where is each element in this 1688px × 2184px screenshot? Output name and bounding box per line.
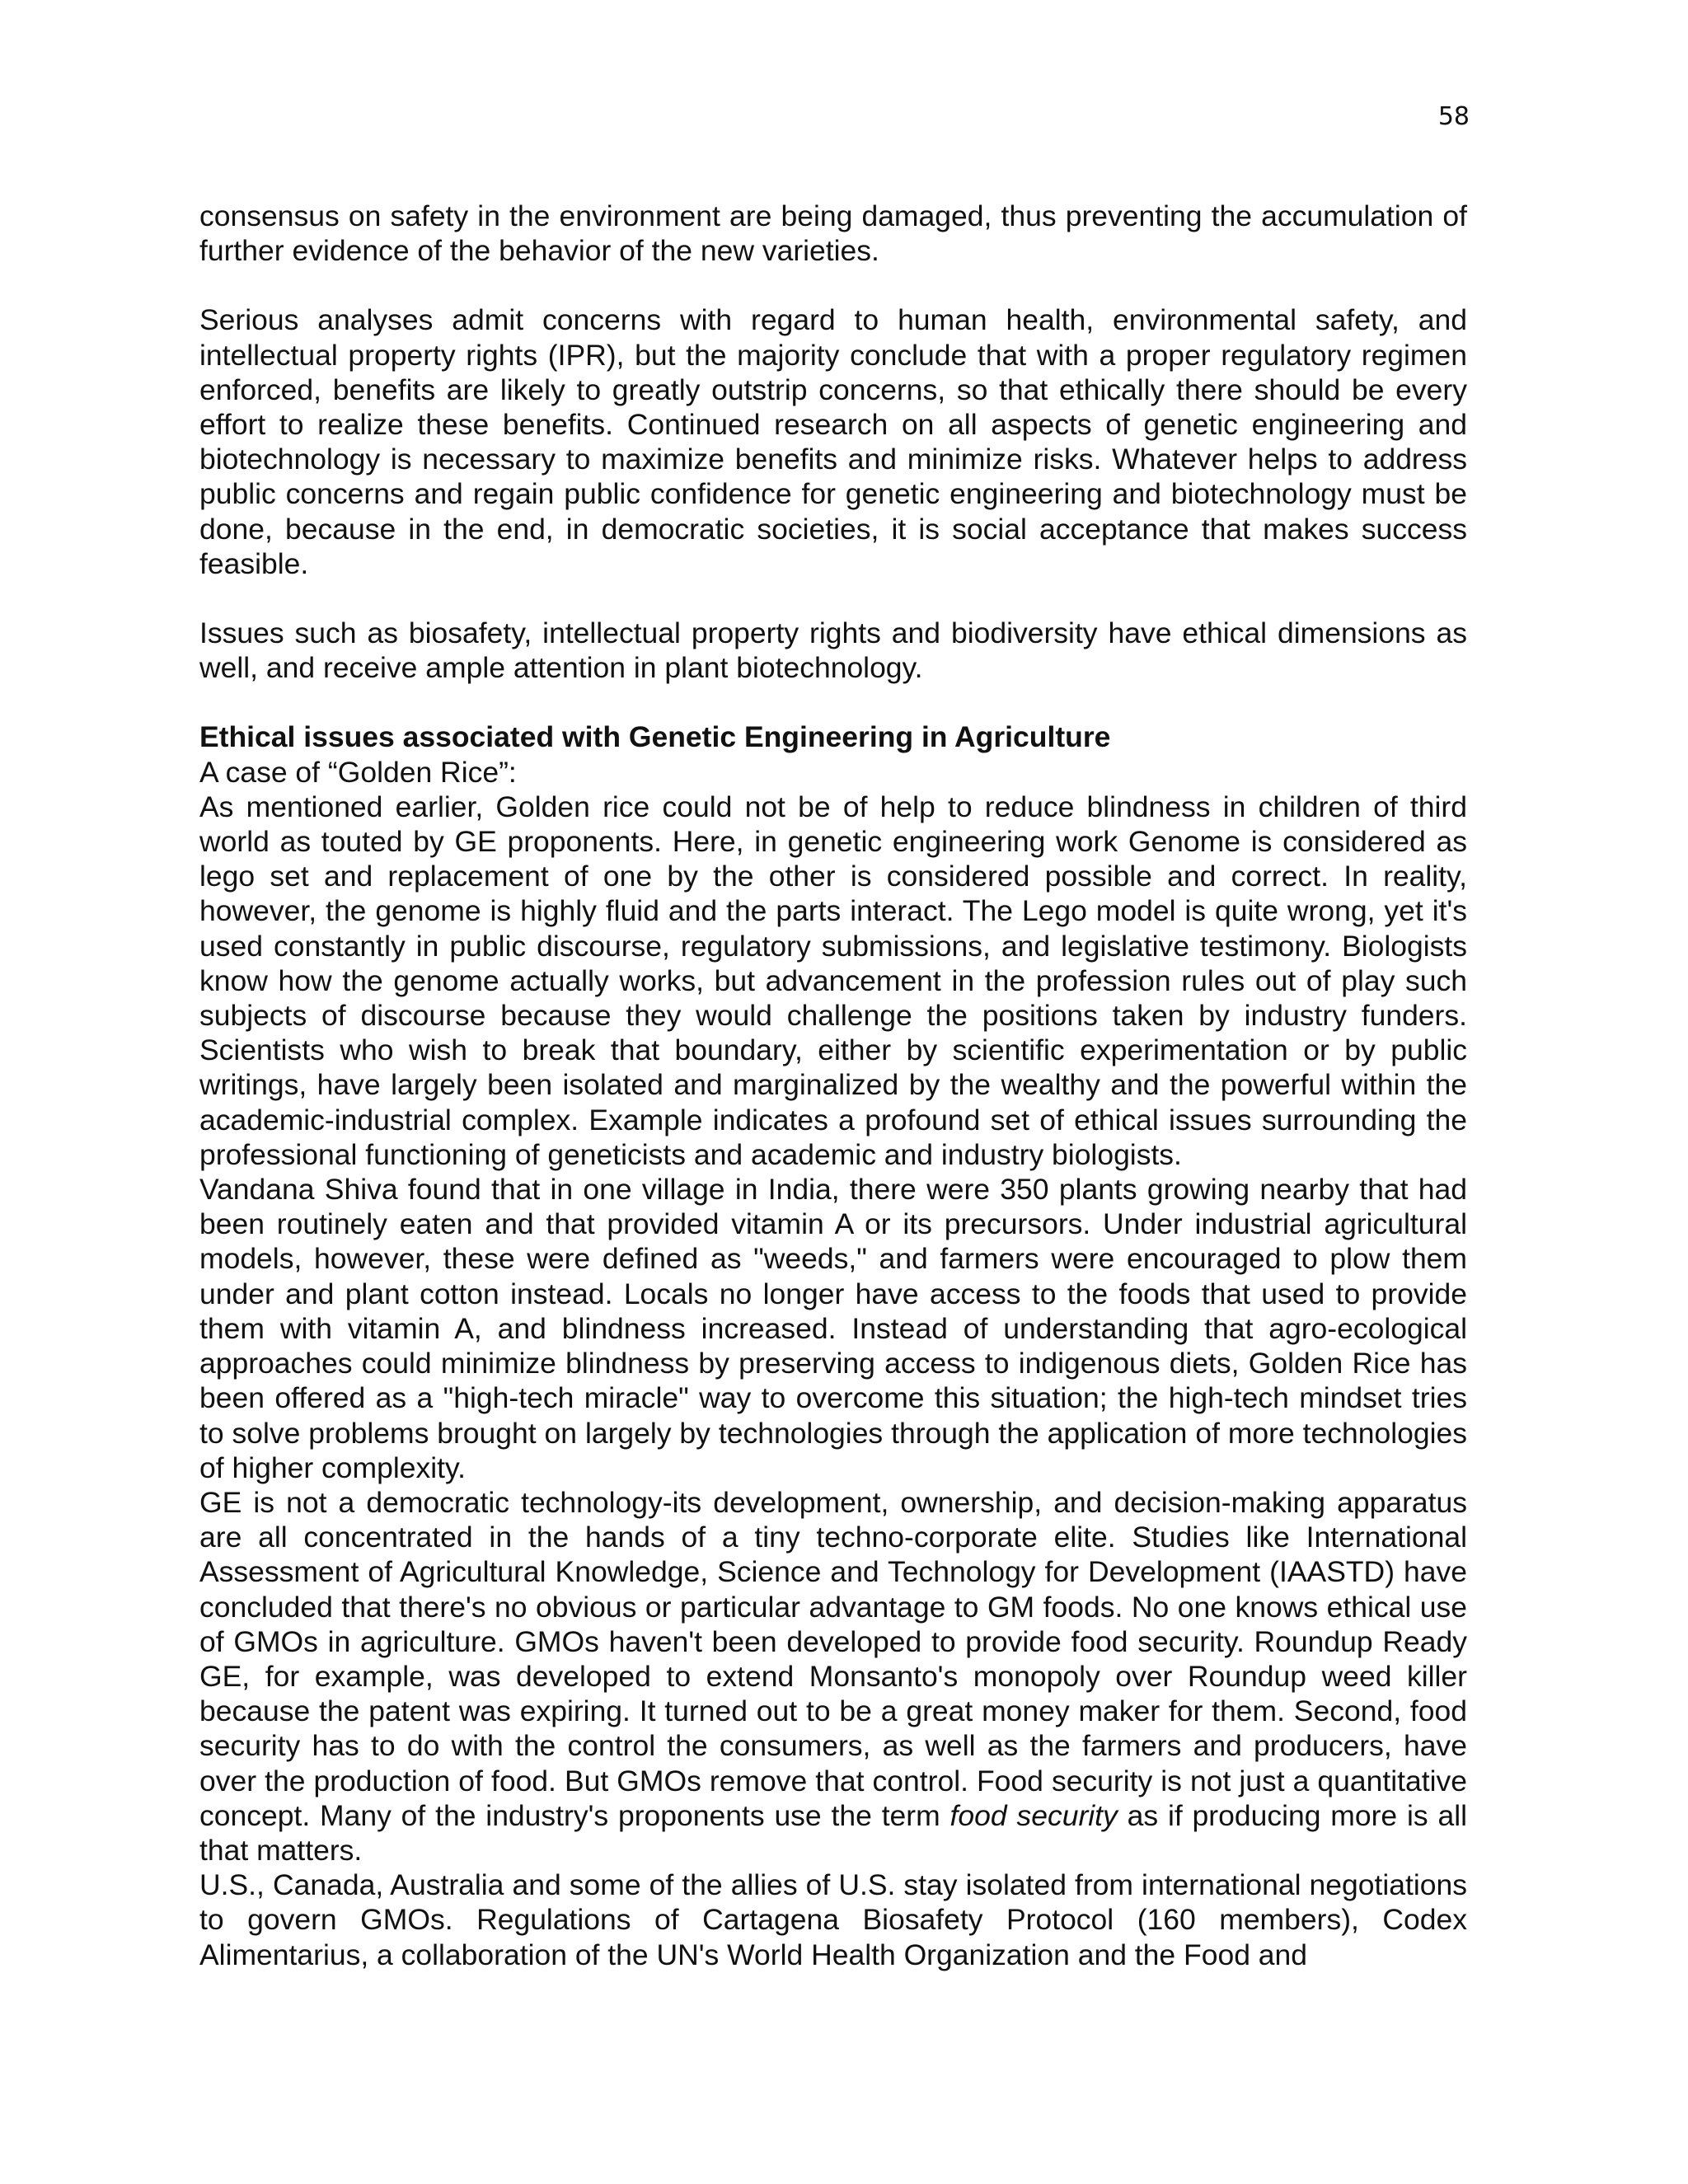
page-number: 58: [1437, 102, 1470, 131]
paragraph-ge-democratic: [199, 1485, 1467, 1868]
document-body: [199, 199, 1467, 1972]
paragraph-continuation: consensus on safety in the environment are being damaged, thus preventing the accumulation of further evidence of the behavior of the new varieties.: [199, 199, 1467, 268]
paragraph-golden-rice: As mentioned earlier, Golden rice could not be of help to reduce blindness in children of third world as touted by GE proponents. Here, in genetic engineering work Genome is considered as lego set and replacement of one by the other is considered possible and correct. In reality, however, the genome is highly fluid and the parts interact. The Lego model is quite wrong, yet it's used constantly in public discourse, regulatory submissions, and legislative testimony. Biologists know how the genome actually works, but advancement in the profession rules out of play such subjects of discourse because they would challenge the positions taken by industry funders. Scientists who wish to break that boundary, either by scientific experimentation or by public writings, have largely been isolated and marginalized by the wealthy and the powerful within the academic-industrial complex. Example indicates a profound set of ethical issues surrounding the professional functioning of geneticists and academic and industry biologists.: [199, 790, 1467, 1171]
paragraph-serious-analyses: Serious analyses admit concerns with regard to human health, environmental safety, and intellectual property rights (IPR), but the majority conclude that with a proper regulatory regimen enforced, benefits are likely to greatly outstrip concerns, so that ethically there should be every effort to realize these benefits. Continued research on all aspects of genetic engineering and biotechnology is necessary to maximize benefits and minimize risks. Whatever helps to address public concerns and regain public confidence for genetic engineering and biotechnology must be done, because in the end, in democratic societies, it is social acceptance that makes success feasible.: [199, 303, 1467, 580]
paragraph-ge-text-end: as if producing more is all that matters.: [199, 1798, 1468, 1867]
paragraph-issues-biosafety: Issues such as biosafety, intellectual property rights and biodiversity have ethical dimensions as well, and receive ample attention in plant biotechnology.: [199, 616, 1467, 685]
section-subheading: A case of “Golden Rice”:: [199, 755, 517, 789]
paragraph-ge-text-start: GE is not a democratic technology-its development, ownership, and decision-making apparatus are all concentrated in the hands of a tiny techno-corporate elite. Studies like International Assessment of Agricultural Knowledge, Science and Technology for Development (IAASTD) have concluded that there's no obvious or particular advantage to GM foods. No one knows ethical use of GMOs in agriculture. GMOs haven't been developed to provide food security. Roundup Ready GE, for example, was developed to extend Monsanto's monopoly over Roundup weed killer because the patent was expiring. It turned out to be a great money maker for them. Second, food security has to do with the control the consumers, as well as the farmers and producers, have over the production of food. But GMOs remove that control. Food security is not just a quantitative concept. Many of the industry's proponents use the term: [199, 1485, 1467, 1832]
paragraph-us-canada: U.S., Canada, Australia and some of the allies of U.S. stay isolated from international negotiations to govern GMOs. Regulations of Cartagena Biosafety Protocol (160 members), Codex Alimentarius, a collaboration of the UN's World Health Organization and the Food and: [199, 1868, 1467, 1971]
italic-term-food-security: food security: [950, 1798, 1118, 1832]
section-heading: Ethical issues associated with Genetic Engineering in Agriculture: [199, 720, 1111, 754]
paragraph-vandana-shiva: Vandana Shiva found that in one village in India, there were 350 plants growing nearby that had been routinely eaten and that provided vitamin A or its precursors. Under industrial agricultural models, however, these were defined as "weeds," and farmers were encouraged to plow them under and plant cotton instead. Locals no longer have access to the foods that used to provide them with vitamin A, and blindness increased. Instead of understanding that agro-ecological approaches could minimize blindness by preserving access to indigenous diets, Golden Rice has been offered as a "high-tech miracle" way to overcome this situation; the high-tech mindset tries to solve problems brought on largely by technologies through the application of more technologies of higher complexity.: [199, 1173, 1467, 1484]
